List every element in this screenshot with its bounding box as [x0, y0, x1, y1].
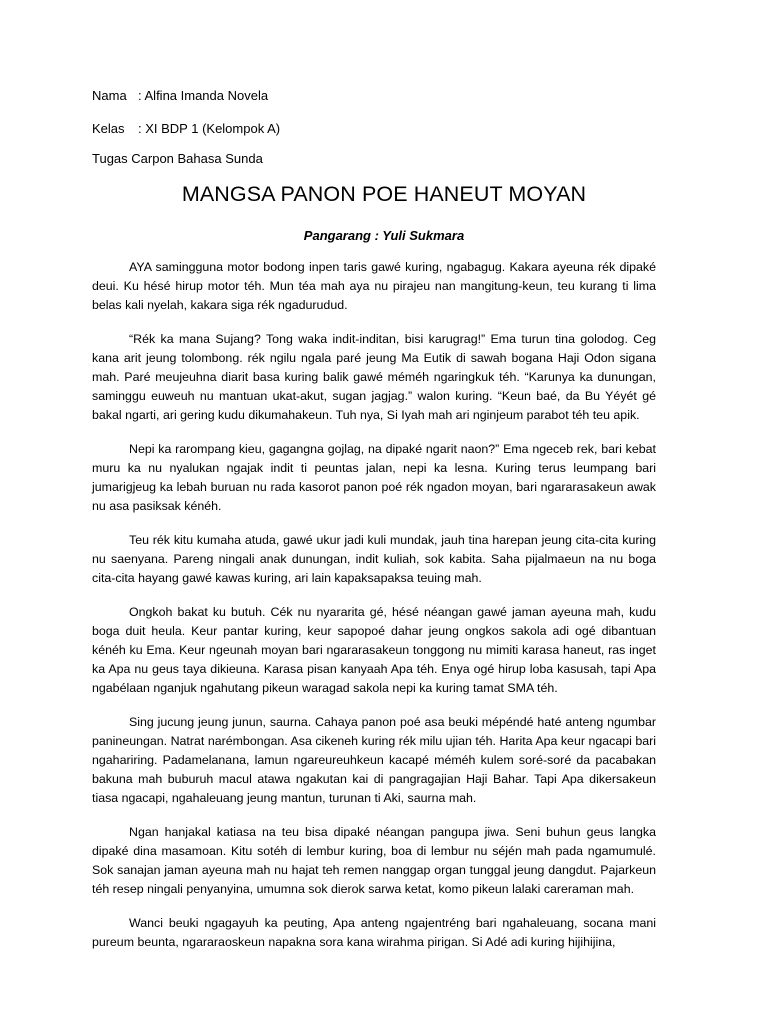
paragraph: Sing jucung jeung junun, saurna. Cahaya panon poé asa beuki mépéndé haté anteng ngumbar panineungan. Natrat narémbongan. Asa cikeneh kuring rék milu ujian téh. Harita Apa keur ngacapi bari ngahariring. Padamelanana, lamun ngareureuhkeun kacapé méméh kulem soré-soré da pacabakan bakuna mah buburuh macul atawa ngakutan kai di pangragajian Haji Bahar. Tapi Apa dikersakeun tiasa ngacapi, ngahaleuang jeung mantun, turunan ti Aki, saurna mah.	[92, 714, 656, 806]
class-value: : XI BDP 1 (Kelompok A)	[138, 121, 281, 136]
paragraph: “Rék ka mana Sujang? Tong waka indit-inditan, bisi karugrag!” Ema turun tina golodog. Ceg kana arit jeung tolombong. rék ngilu ngala paré jeung Ma Eutik di sawah bogana Haji Odon sigana mah. Paré meujeuhna diarit basa kuring balik gawé méméh ngaringkuk téh. “Karunya ka dunungan, saminggu euweuh nu mantuan ukat-akut, sugan jagjag.” walon kuring. “Keun baé, da Bu Yéyét gé bakal ngarti, ari gering kudu dikumahakeun. Tuh nya, Si Iyah mah ari nginjeum parabot téh teu apik.	[92, 331, 656, 423]
student-class-line	[92, 121, 280, 137]
story-title: MANGSA PANON POE HANEUT MOYAN	[181, 182, 587, 206]
class-label: Kelas	[92, 121, 125, 136]
paragraph: Ongkoh bakat ku butuh. Cék nu nyararita gé, hésé néangan gawé jaman ayeuna mah, kudu boga duit heula. Keur pantar kuring, keur sapopoé dahar jeung ongkos sakola adi ogé dibantuan kénéh ku Ema. Keur ngeunah moyan bari ngararasakeun tonggong nu mimiti karasa haneut, ras inget ka Apa nu geus taya dikieuna. Karasa pisan kanyaah Apa téh. Enya ogé hirup loba kasusah, tapi Apa ngabélaan nganjuk ngahutang pikeun waragad sakola nepi ka kuring tamat SMA téh.	[92, 604, 656, 696]
assignment-line: Tugas Carpon Bahasa Sunda	[92, 151, 263, 166]
name-label: Nama	[92, 88, 127, 103]
paragraph: Nepi ka rarompang kieu, gagangna gojlag, na dipaké ngarit naon?” Ema ngeceb rek, bari kebat muru ka nu nyalukan ngajak indit ti peuntas jalan, nepi ka lesna. Kuring terus leumpang bari jumarigjeug ka lebah buruan nu rada kasorot panon poé rék ngadon moyan, bari ngararasakeun awak nu asa pasiksak kénéh.	[92, 441, 656, 514]
paragraph: Ngan hanjakal katiasa na teu bisa dipaké néangan pangupa jiwa. Seni buhun geus langka dipaké dina masamoan. Kitu sotéh di lembur kuring, boa di lembur nu séjén mah pada ngamumulé. Sok sanajan jaman ayeuna mah nu hajat teh remen nanggap organ tunggal jeung dangdut. Pajarkeun téh resep ningali penyanyina, umumna sok dierok sarwa ketat, komo pikeun lalaki careraman mah.	[92, 824, 656, 897]
story-author: Pangarang : Yuli Sukmara	[303, 228, 465, 243]
paragraph: Teu rék kitu kumaha atuda, gawé ukur jadi kuli mundak, jauh tina harepan jeung cita-cita kuring nu saenyana. Pareng ningali anak dunungan, indit kuliah, sok kabita. Saha pijalmaeun na nu boga cita-cita hayang gawé kawas kuring, ari lain kapaksapaksa teuing mah.	[92, 532, 656, 586]
paragraph: Wanci beuki ngagayuh ka peuting, Apa anteng ngajentréng bari ngahaleuang, socana mani pureum beunta, ngararaoskeun napakna sora kana wirahma pirigan. Si Adé adi kuring hijihijina,	[92, 915, 656, 949]
story-body	[92, 258, 656, 967]
paragraph: AYA samingguna motor bodong inpen taris gawé kuring, ngabagug. Kakara ayeuna rék dipaké deui. Ku hésé hirup motor téh. Mun téa mah aya nu pirajeu nan mangitung-keun, teu kurang ti lima belas kali nyelah, kakara siga rék ngadurudud.	[92, 260, 656, 313]
name-value: : Alfina Imanda Novela	[138, 88, 269, 103]
student-name-line	[92, 88, 268, 104]
